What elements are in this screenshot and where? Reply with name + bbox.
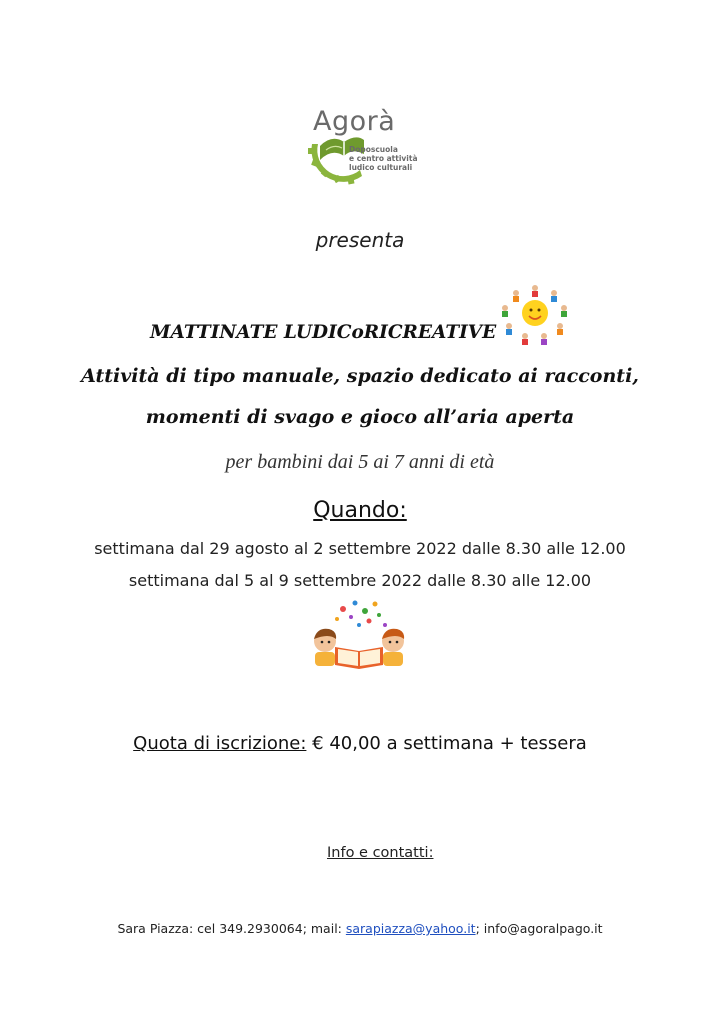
fee-label: Quota di iscrizione: [133, 733, 307, 754]
sun-icon [522, 300, 548, 326]
event-title: MATTINATE LUDICoRICREATIVE [150, 322, 497, 343]
info-heading: Info e contatti: [327, 845, 434, 861]
kids-reading-illustration [303, 597, 415, 673]
contact-phone: : cel 349.2930064; mail: [189, 921, 346, 936]
logo-subtitle [349, 145, 418, 172]
when-heading: Quando: [313, 498, 407, 523]
logo-sub-line: e centro attività [349, 154, 418, 163]
contact-name: Sara Piazza [117, 921, 189, 936]
child-right-icon [382, 629, 404, 666]
fee-value: € 40,00 a settimana + tessera [312, 733, 587, 754]
description-line: momenti di svago e gioco all’aria aperta [145, 406, 575, 428]
schedule-week: settimana dal 5 al 9 settembre 2022 dalle 8.30 alle 12.00 [128, 571, 592, 590]
email-link[interactable]: sarapiazza@yahoo.it [345, 921, 476, 936]
child-left-icon [314, 629, 336, 666]
description-line: Attività di tipo manuale, spazio dedicato ai racconti, [81, 365, 639, 387]
sun-children-illustration [494, 280, 576, 346]
fee-line [0, 733, 720, 754]
presenta-text: presenta [315, 228, 405, 252]
schedule-week: settimana dal 29 agosto al 2 settembre 2022 dalle 8.30 alle 12.00 [94, 539, 626, 558]
logo-sub-line: Doposcuola [349, 145, 398, 154]
flying-letters-icon [335, 601, 387, 628]
contact-line [0, 921, 720, 936]
open-book-icon [335, 647, 383, 669]
contact-separator: ; [475, 921, 484, 936]
contact-email-secondary: info@agoralpago.it [483, 921, 603, 936]
logo-wordmark: Agorà [313, 106, 396, 137]
logo-sub-line: ludico culturali [349, 163, 413, 172]
age-range-text: per bambini dai 5 ai 7 anni di età [225, 451, 495, 473]
